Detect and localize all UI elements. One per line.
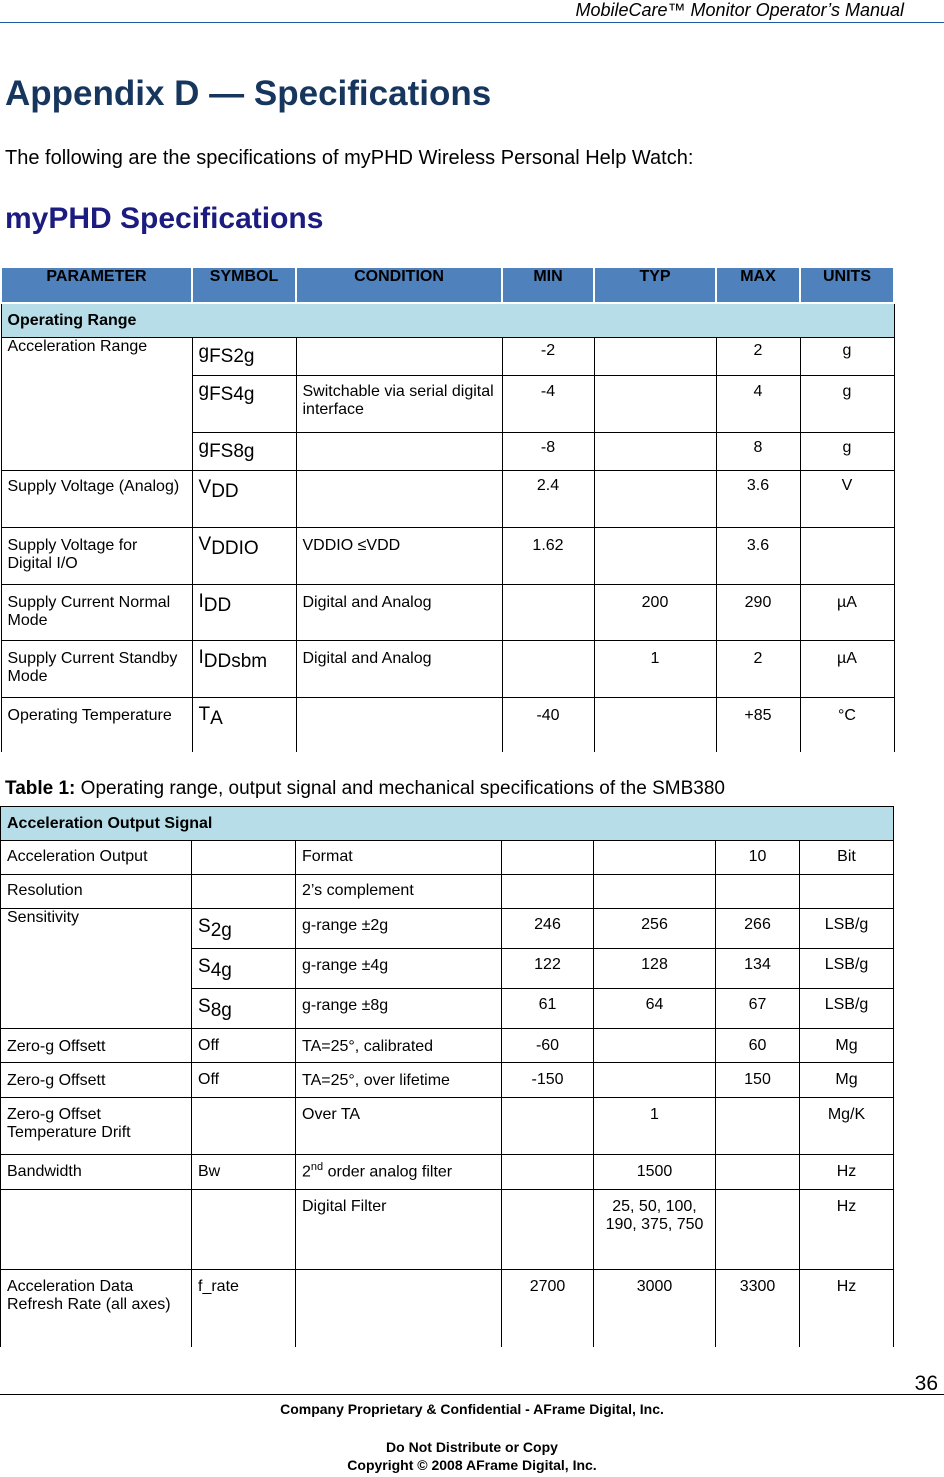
typ-cell — [594, 1063, 716, 1098]
symbol-cell — [192, 841, 296, 875]
units-cell: Mg — [800, 1063, 894, 1098]
param-cell: Zero-g Offsett — [1, 1029, 192, 1063]
typ-cell: 256 — [594, 909, 716, 949]
table-row — [1, 1029, 894, 1063]
units-cell: LSB/g — [800, 989, 894, 1029]
param-cell: Operating Temperature — [1, 698, 192, 752]
symbol-cell — [192, 875, 296, 909]
col-parameter: PARAMETER — [1, 267, 192, 303]
param-cell: Supply Voltage (Analog) — [1, 471, 192, 528]
param-cell: Acceleration Data Refresh Rate (all axes) — [1, 1270, 192, 1347]
table-row — [1, 1155, 894, 1190]
condition-cell — [296, 433, 502, 471]
typ-cell — [594, 698, 716, 752]
max-cell: 3300 — [716, 1270, 800, 1347]
table-row — [1, 1190, 894, 1270]
param-cell: Zero-g Offsett — [1, 1063, 192, 1098]
param-cell: Acceleration Output — [1, 841, 192, 875]
typ-cell: 1 — [594, 1098, 716, 1155]
condition-cell: Format — [296, 841, 502, 875]
typ-cell — [594, 841, 716, 875]
col-min: MIN — [502, 267, 594, 303]
min-cell: 2700 — [502, 1270, 594, 1347]
min-cell — [502, 875, 594, 909]
param-cell: Bandwidth — [1, 1155, 192, 1190]
symbol-cell: $V_{DDIO}$ — [192, 528, 296, 585]
symbol-cell: Bw — [192, 1155, 296, 1190]
max-cell: +85 — [716, 698, 800, 752]
min-cell: 61 — [502, 989, 594, 1029]
table-row — [1, 585, 894, 641]
section-row — [1, 303, 894, 338]
condition-cell: g-range ±8g — [296, 989, 502, 1029]
units-cell: g — [800, 376, 894, 433]
param-cell: Supply Current Normal Mode — [1, 585, 192, 641]
symbol-cell: $S_{4g}$ — [192, 949, 296, 989]
condition-cell — [296, 1270, 502, 1347]
table-row — [1, 528, 894, 585]
typ-cell: 1 — [594, 641, 716, 698]
units-cell: µA — [800, 641, 894, 698]
min-cell — [502, 641, 594, 698]
table-row — [1, 641, 894, 698]
condition-cell: g-range ±4g — [296, 949, 502, 989]
max-cell: 8 — [716, 433, 800, 471]
table-row — [1, 875, 894, 909]
max-cell: 266 — [716, 909, 800, 949]
condition-cell: Over TA — [296, 1098, 502, 1155]
max-cell: 2 — [716, 641, 800, 698]
symbol-cell: Off — [192, 1029, 296, 1063]
max-cell — [716, 1190, 800, 1270]
caption-text: Operating range, output signal and mechanical specifications of the SMB380 — [80, 778, 725, 799]
condition-cell: VDDIO ≤VDD — [296, 528, 502, 585]
max-cell: 10 — [716, 841, 800, 875]
symbol-cell: $T_A$ — [192, 698, 296, 752]
max-cell: 3.6 — [716, 471, 800, 528]
condition-cell — [296, 698, 502, 752]
min-cell: 122 — [502, 949, 594, 989]
typ-cell: 1500 — [594, 1155, 716, 1190]
section-operating-range: Operating Range — [1, 303, 894, 338]
max-cell: 3.6 — [716, 528, 800, 585]
units-cell: Hz — [800, 1270, 894, 1347]
condition-cell: TA=25°, calibrated — [296, 1029, 502, 1063]
symbol-cell: Off — [192, 1063, 296, 1098]
page-number: 36 — [914, 1372, 938, 1395]
condition-cell: g-range ±2g — [296, 909, 502, 949]
intro-text: The following are the specifications of myPHD Wireless Personal Help Watch: — [5, 147, 694, 169]
min-cell: -2 — [502, 338, 594, 376]
table-row — [1, 698, 894, 752]
units-cell: V — [800, 471, 894, 528]
max-cell — [716, 875, 800, 909]
min-cell — [502, 841, 594, 875]
table-row — [1, 1270, 894, 1347]
typ-cell — [594, 338, 716, 376]
max-cell: 4 — [716, 376, 800, 433]
table-row — [1, 471, 894, 528]
max-cell: 2 — [716, 338, 800, 376]
min-cell: -4 — [502, 376, 594, 433]
typ-cell — [594, 433, 716, 471]
units-cell — [800, 528, 894, 585]
section-title: myPHD Specifications — [5, 202, 324, 235]
symbol-cell: $g_{FS2g}$ — [192, 338, 296, 376]
typ-cell: 25, 50, 100, 190, 375, 750 — [594, 1190, 716, 1270]
symbol-cell: f_rate — [192, 1270, 296, 1347]
units-cell: Hz — [800, 1155, 894, 1190]
param-cell: Resolution — [1, 875, 192, 909]
param-cell: Supply Voltage for Digital I/O — [1, 528, 192, 585]
typ-cell: 64 — [594, 989, 716, 1029]
typ-cell — [594, 528, 716, 585]
table-row — [1, 841, 894, 875]
section-row — [1, 807, 894, 841]
max-cell: 150 — [716, 1063, 800, 1098]
units-cell: Mg — [800, 1029, 894, 1063]
col-units: UNITS — [800, 267, 894, 303]
units-cell: LSB/g — [800, 909, 894, 949]
max-cell — [716, 1098, 800, 1155]
table-header-row — [1, 267, 894, 303]
col-typ: TYP — [594, 267, 716, 303]
table-caption — [5, 778, 725, 800]
operating-range-table — [0, 266, 895, 752]
table-row — [1, 1098, 894, 1155]
condition-cell: Digital Filter — [296, 1190, 502, 1270]
condition-cell: Switchable via serial digital interface — [296, 376, 502, 433]
min-cell — [502, 1190, 594, 1270]
footer-distribution: Do Not Distribute or Copy — [386, 1439, 558, 1455]
max-cell: 67 — [716, 989, 800, 1029]
symbol-cell: $S_{2g}$ — [192, 909, 296, 949]
units-cell: °C — [800, 698, 894, 752]
running-header: MobileCare™ Monitor Operator’s Manual — [575, 0, 904, 20]
max-cell: 290 — [716, 585, 800, 641]
table-row — [1, 338, 894, 376]
section-acceleration-output: Acceleration Output Signal — [1, 807, 894, 841]
max-cell: 134 — [716, 949, 800, 989]
param-cell — [1, 1190, 192, 1270]
min-cell: 1.62 — [502, 528, 594, 585]
condition-cell — [296, 338, 502, 376]
typ-cell — [594, 376, 716, 433]
caption-label: Table 1: — [5, 778, 76, 799]
output-signal-table — [0, 806, 894, 1347]
symbol-cell: $I_{DD}$ — [192, 585, 296, 641]
min-cell — [502, 585, 594, 641]
header-rule — [0, 22, 944, 23]
condition-cell: Digital and Analog — [296, 641, 502, 698]
typ-cell: 3000 — [594, 1270, 716, 1347]
param-cell: Supply Current Standby Mode — [1, 641, 192, 698]
min-cell: -40 — [502, 698, 594, 752]
units-cell: LSB/g — [800, 949, 894, 989]
typ-cell: 200 — [594, 585, 716, 641]
col-symbol: SYMBOL — [192, 267, 296, 303]
min-cell: 2.4 — [502, 471, 594, 528]
footer-copyright: Copyright © 2008 AFrame Digital, Inc. — [347, 1457, 597, 1473]
param-cell: Zero-g Offset Temperature Drift — [1, 1098, 192, 1155]
table-row — [1, 909, 894, 949]
units-cell: Hz — [800, 1190, 894, 1270]
min-cell — [502, 1155, 594, 1190]
min-cell: 246 — [502, 909, 594, 949]
symbol-cell: $I_{DDsbm}$ — [192, 641, 296, 698]
units-cell: g — [800, 338, 894, 376]
symbol-cell — [192, 1190, 296, 1270]
condition-cell: TA=25°, over lifetime — [296, 1063, 502, 1098]
min-cell: -60 — [502, 1029, 594, 1063]
symbol-cell: $g_{FS8g}$ — [192, 433, 296, 471]
units-cell: Bit — [800, 841, 894, 875]
symbol-cell: $V_{DD}$ — [192, 471, 296, 528]
max-cell — [716, 1155, 800, 1190]
condition-cell: 2nd order analog filter — [296, 1155, 502, 1190]
units-cell — [800, 875, 894, 909]
param-cell: Acceleration Range — [1, 338, 192, 471]
min-cell: -8 — [502, 433, 594, 471]
table-row — [1, 1063, 894, 1098]
col-max: MAX — [716, 267, 800, 303]
max-cell: 60 — [716, 1029, 800, 1063]
condition-cell — [296, 471, 502, 528]
units-cell: g — [800, 433, 894, 471]
typ-cell — [594, 471, 716, 528]
min-cell: -150 — [502, 1063, 594, 1098]
footer-confidential: Company Proprietary & Confidential - AFrame Digital, Inc. — [280, 1401, 664, 1417]
symbol-cell: $g_{FS4g}$ — [192, 376, 296, 433]
footer-rule — [0, 1394, 944, 1395]
appendix-title: Appendix D — Specifications — [5, 74, 492, 113]
symbol-cell — [192, 1098, 296, 1155]
typ-cell — [594, 875, 716, 909]
units-cell: µA — [800, 585, 894, 641]
symbol-cell: $S_{8g}$ — [192, 989, 296, 1029]
param-cell: Sensitivity — [1, 909, 192, 1029]
col-condition: CONDITION — [296, 267, 502, 303]
units-cell: Mg/K — [800, 1098, 894, 1155]
typ-cell: 128 — [594, 949, 716, 989]
min-cell — [502, 1098, 594, 1155]
condition-cell: Digital and Analog — [296, 585, 502, 641]
typ-cell — [594, 1029, 716, 1063]
condition-cell: 2’s complement — [296, 875, 502, 909]
